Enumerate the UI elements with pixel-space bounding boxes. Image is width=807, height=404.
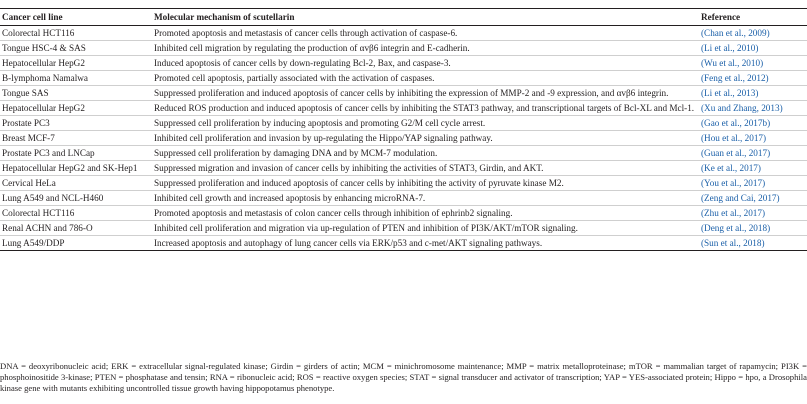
table-row [0,101,807,116]
cell-line-cell: Hepatocellular HepG2 [0,56,152,71]
mechanism-cell: Promoted apoptosis and metastasis of colon cancer cells through inhibition of ephrinb2 signaling. [152,206,699,221]
cell-line-cell: Tongue HSC-4 & SAS [0,41,152,56]
reference-cell: (Li et al., 2013) [699,86,807,101]
header-mechanism: Molecular mechanism of scutellarin [152,9,699,26]
cell-line-cell: Lung A549 and NCL-H460 [0,191,152,206]
mechanism-cell: Suppressed migration and invasion of cancer cells by inhibiting the activities of STAT3, Girdin, and AKT. [152,161,699,176]
reference-cell: (Gao et al., 2017b) [699,116,807,131]
table-row [0,56,807,71]
mechanism-cell: Increased apoptosis and autophagy of lung cancer cells via ERK/p53 and c-met/AKT signaling pathways. [152,236,699,251]
reference-cell: (Sun et al., 2018) [699,236,807,251]
cell-line-cell: Prostate PC3 [0,116,152,131]
header-row [0,9,807,26]
mechanism-cell: Suppressed proliferation and induced apoptosis of cancer cells by inhibiting the activity of pyruvate kinase M2. [152,176,699,191]
table-row [0,221,807,236]
header-cell-line: Cancer cell line [0,9,152,26]
table-footnote: DNA = deoxyribonucleic acid; ERK = extracellular signal-regulated kinase; Girdin = girders of actin; MCM = minichromosome maintenance; MMP = matrix metalloproteinase; mTOR = mammalian target of rapamycin; PI3K = phosphoinositide 3-kinase; PTEN = phosphatase and tensin; RNA = ribonucleic acid; ROS = reactive oxygen species; STAT = signal transducer and activator of transcription; YAP = YES-associated protein; Hippo = hpo, a Drosophila kinase gene with mutants exhibiting uncontrolled tissue growth having hippopotamus phenotype. [0,361,807,393]
table-body [0,26,807,251]
cell-line-cell: Lung A549/DDP [0,236,152,251]
reference-cell: (Chan et al., 2009) [699,26,807,41]
table-row [0,26,807,41]
reference-cell: (Li et al., 2010) [699,41,807,56]
cell-line-cell: Cervical HeLa [0,176,152,191]
table-row [0,191,807,206]
reference-cell: (Ke et al., 2017) [699,161,807,176]
table-row [0,41,807,56]
table-row [0,131,807,146]
table-row [0,71,807,86]
table-row [0,161,807,176]
table-row [0,86,807,101]
reference-cell: (Xu and Zhang, 2013) [699,101,807,116]
reference-cell: (Guan et al., 2017) [699,146,807,161]
cell-line-cell: Prostate PC3 and LNCap [0,146,152,161]
mechanism-cell: Reduced ROS production and induced apoptosis of cancer cells by inhibiting the STAT3 pathway, and transcriptional targets of Bcl-XL and Mcl-1. [152,101,699,116]
reference-cell: (You et al., 2017) [699,176,807,191]
mechanism-cell: Induced apoptosis of cancer cells by down-regulating Bcl-2, Bax, and caspase-3. [152,56,699,71]
table-row [0,176,807,191]
cell-line-cell: Renal ACHN and 786-O [0,221,152,236]
mechanism-cell: Suppressed cell proliferation by inducing apoptosis and promoting G2/M cell cycle arrest. [152,116,699,131]
mechanism-cell: Suppressed cell proliferation by damaging DNA and by MCM-7 modulation. [152,146,699,161]
table-row [0,236,807,251]
reference-cell: (Zhu et al., 2017) [699,206,807,221]
mechanism-cell: Inhibited cell growth and increased apoptosis by enhancing microRNA-7. [152,191,699,206]
header-reference: Reference [699,9,807,26]
reference-cell: (Hou et al., 2017) [699,131,807,146]
mechanism-cell: Promoted cell apoptosis, partially associated with the activation of caspases. [152,71,699,86]
cell-line-cell: B-lymphoma Namalwa [0,71,152,86]
cell-line-cell: Breast MCF-7 [0,131,152,146]
mechanism-cell: Suppressed proliferation and induced apoptosis of cancer cells by inhibiting the expression of MMP-2 and -9 expression, and αvβ6 integrin. [152,86,699,101]
reference-cell: (Zeng and Cai, 2017) [699,191,807,206]
cell-line-cell: Hepatocellular HepG2 [0,101,152,116]
scutellarin-table [0,9,807,251]
cell-line-cell: Colorectal HCT116 [0,26,152,41]
cell-line-cell: Tongue SAS [0,86,152,101]
reference-cell: (Feng et al., 2012) [699,71,807,86]
table-row [0,206,807,221]
reference-cell: (Deng et al., 2018) [699,221,807,236]
mechanism-cell: Inhibited cell proliferation and migration via up-regulation of PTEN and inhibition of PI3K/AKT/mTOR signaling. [152,221,699,236]
mechanism-cell: Inhibited cell proliferation and invasion by up-regulating the Hippo/YAP signaling pathway. [152,131,699,146]
cell-line-cell: Colorectal HCT116 [0,206,152,221]
table-row [0,116,807,131]
table-row [0,146,807,161]
mechanism-cell: Promoted apoptosis and metastasis of cancer cells through activation of caspase-6. [152,26,699,41]
reference-cell: (Wu et al., 2010) [699,56,807,71]
mechanism-cell: Inhibited cell migration by regulating the production of αvβ6 integrin and E-cadherin. [152,41,699,56]
cell-line-cell: Hepatocellular HepG2 and SK-Hep1 [0,161,152,176]
